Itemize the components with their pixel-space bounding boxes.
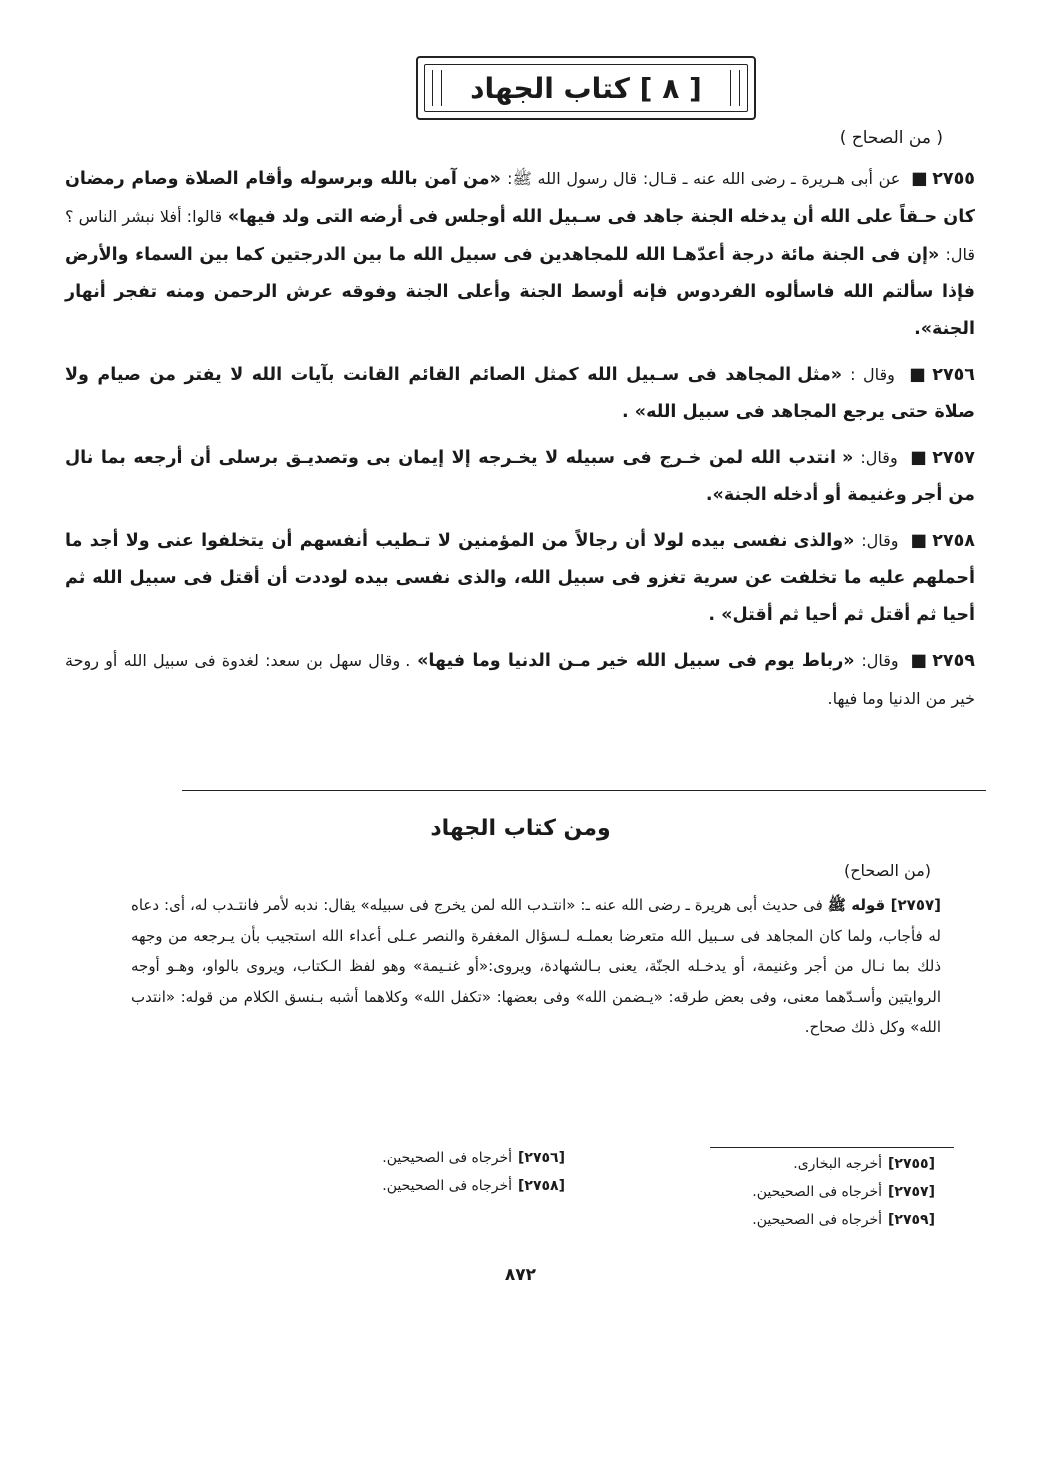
hadith-mid: قالوا: أفلا نبشر الناس ؟ قال: — [65, 207, 975, 264]
hadith-quote: « انتدب الله لمن خـرج فى سبيله لا يخـرجه إلا إيمان بى وتصديـق برسلى أن أرجعه بما نال من أجر وغنيمة أو أدخله الجنة». — [65, 448, 975, 505]
hadith-2757 — [65, 439, 975, 514]
footnote-text: أخرجاه فى الصحيحين. — [382, 1178, 512, 1194]
hadith-intro: عن أبى هـريرة ـ رضى الله عنه ـ قـال: قال رسول الله ﷺ: — [507, 169, 901, 188]
section-divider — [182, 790, 986, 791]
footnote-ref: [٢٧٥٥] — [888, 1156, 935, 1172]
hadith-separator: ■ — [906, 365, 929, 385]
hadith-number: ٢٧٥٩ — [932, 651, 975, 671]
hadith-number: ٢٧٥٨ — [932, 531, 975, 551]
commentary-lead: [٢٧٥٧] قوله ﷺ — [827, 896, 941, 914]
hadith-separator: ■ — [909, 531, 929, 551]
commentary-source-label: (من الصحاح) — [843, 861, 931, 880]
page-number: ٨٧٢ — [504, 1265, 537, 1285]
commentary-text: فى حديث أبى هريرة ـ رضى الله عنه ـ: «انتـدب الله لمن يخرج فى سبيله» يقال: ندبه لأمر فانتـدب له، أى: دعاه له فأجاب، ولما كان المجاهد فى سـبيل الله متعرضا بعملـه لـسؤال المغفرة والنصر عـلى أعداء الله استجيب بأن يـرجعه من وجهه ذلك بما نـال من أجر وغنيمة، أو يدخـله الجنّة، يعنى بـالشهادة، ويروى:«أو غنـيمة» وهو لفظ الـكتاب، ويروى بالواو، وهـو أوجه الروايتين وأسـدّهما معنى، وفى بعض طرقه: «يـضمن الله» وفى بعضها: «تكفل الله» وكلاهما أشبه بـنسق الكلام من قوله: «انتدب الله» وكل ذلك صحاح. — [131, 896, 941, 1036]
hadith-quote: «والذى نفسى بيده لولا أن رجالاً من المؤمنين لا تـطيب أنفسهم أن يتخلفوا عنى ولا أجد ما أحملهم عليه ما تخلفت عن سرية تغزو فى سبيل الله، والذى نفسى بيده لوددت أن أقتل فى سبيل الله ثم أحيا ثم أقتل ثم أحيا ثم أقتل» . — [65, 531, 975, 625]
hadith-2758 — [65, 522, 975, 634]
hadith-intro: وقال : — [850, 365, 895, 384]
footnote-2755 — [675, 1150, 935, 1178]
footnote-2756 — [305, 1144, 565, 1172]
footnote-rule — [710, 1147, 954, 1148]
footnote-text: أخرجه البخارى. — [793, 1156, 882, 1172]
hadith-2756 — [65, 356, 975, 431]
footnote-ref: [٢٧٥٨] — [518, 1178, 565, 1194]
source-label: ( من الصحاح ) — [839, 128, 943, 148]
hadith-number: ٢٧٥٧ — [932, 448, 975, 468]
hadith-intro: وقال: — [861, 531, 899, 550]
footnote-ref: [٢٧٥٧] — [888, 1184, 935, 1200]
hadith-tail: . وقال سهل بن سعد: لغدوة فى سبيل الله أو روحة خير من الدنيا وما فيها. — [65, 651, 975, 708]
commentary-title: ومن كتاب الجهاد — [430, 816, 611, 841]
hadith-intro: وقال: — [861, 651, 899, 670]
chapter-title-frame — [416, 56, 756, 120]
hadith-intro: وقال: — [860, 448, 898, 467]
footnote-ref: [٢٧٥٦] — [518, 1150, 565, 1166]
hadith-separator: ■ — [908, 448, 929, 468]
footnote-text: أخرجاه فى الصحيحين. — [382, 1150, 512, 1166]
footnote-2757 — [675, 1178, 935, 1206]
hadith-quote-2: «إن فى الجنة مائة درجة أعدّهـا الله للمجاهدين فى سبيل الله ما بين الدرجتين كما بين السماء والأرض فإذا سألتم الله فاسألوه الفردوس فإنه أوسط الجنة وأعلى الجنة وفوقه عرش الرحمن ومنه تفجر أنهار الجنة». — [65, 245, 975, 339]
hadith-2759 — [65, 642, 975, 718]
hadith-number: ٢٧٥٦ — [932, 365, 975, 385]
commentary-body — [131, 890, 941, 1043]
footnote-text: أخرجاه فى الصحيحين. — [752, 1184, 882, 1200]
hadith-quote: «مثل المجاهد فى سـبيل الله كمثل الصائم القائم القانت بآيات الله لا يفتر من صيام ولا صلاة حتى يرجع المجاهد فى سبيل الله» . — [65, 365, 975, 422]
hadith-separator: ■ — [910, 169, 929, 189]
footnote-2759 — [675, 1206, 935, 1234]
chapter-title: [ ٨ ] كتاب الجهاد — [470, 72, 702, 105]
footnotes-column-right — [675, 1150, 935, 1234]
hadith-list — [65, 160, 975, 726]
footnote-2758 — [305, 1172, 565, 1200]
hadith-quote: «رباط يوم فى سبيل الله خير مـن الدنيا وما فيها» — [417, 651, 855, 671]
hadith-2755 — [65, 160, 975, 348]
footnote-ref: [٢٧٥٩] — [888, 1212, 935, 1228]
hadith-number: ٢٧٥٥ — [932, 169, 975, 189]
footnotes-column-left — [305, 1144, 565, 1200]
hadith-separator: ■ — [909, 651, 929, 671]
hadith-quote: «من آمن بالله وبرسوله وأقام الصلاة وصام رمضان كان حـقاً على الله أن يدخله الجنة جاهد فى سـبيل الله أوجلس فى أرضه التى ولد فيها» — [65, 169, 975, 227]
footnote-text: أخرجاه فى الصحيحين. — [752, 1212, 882, 1228]
